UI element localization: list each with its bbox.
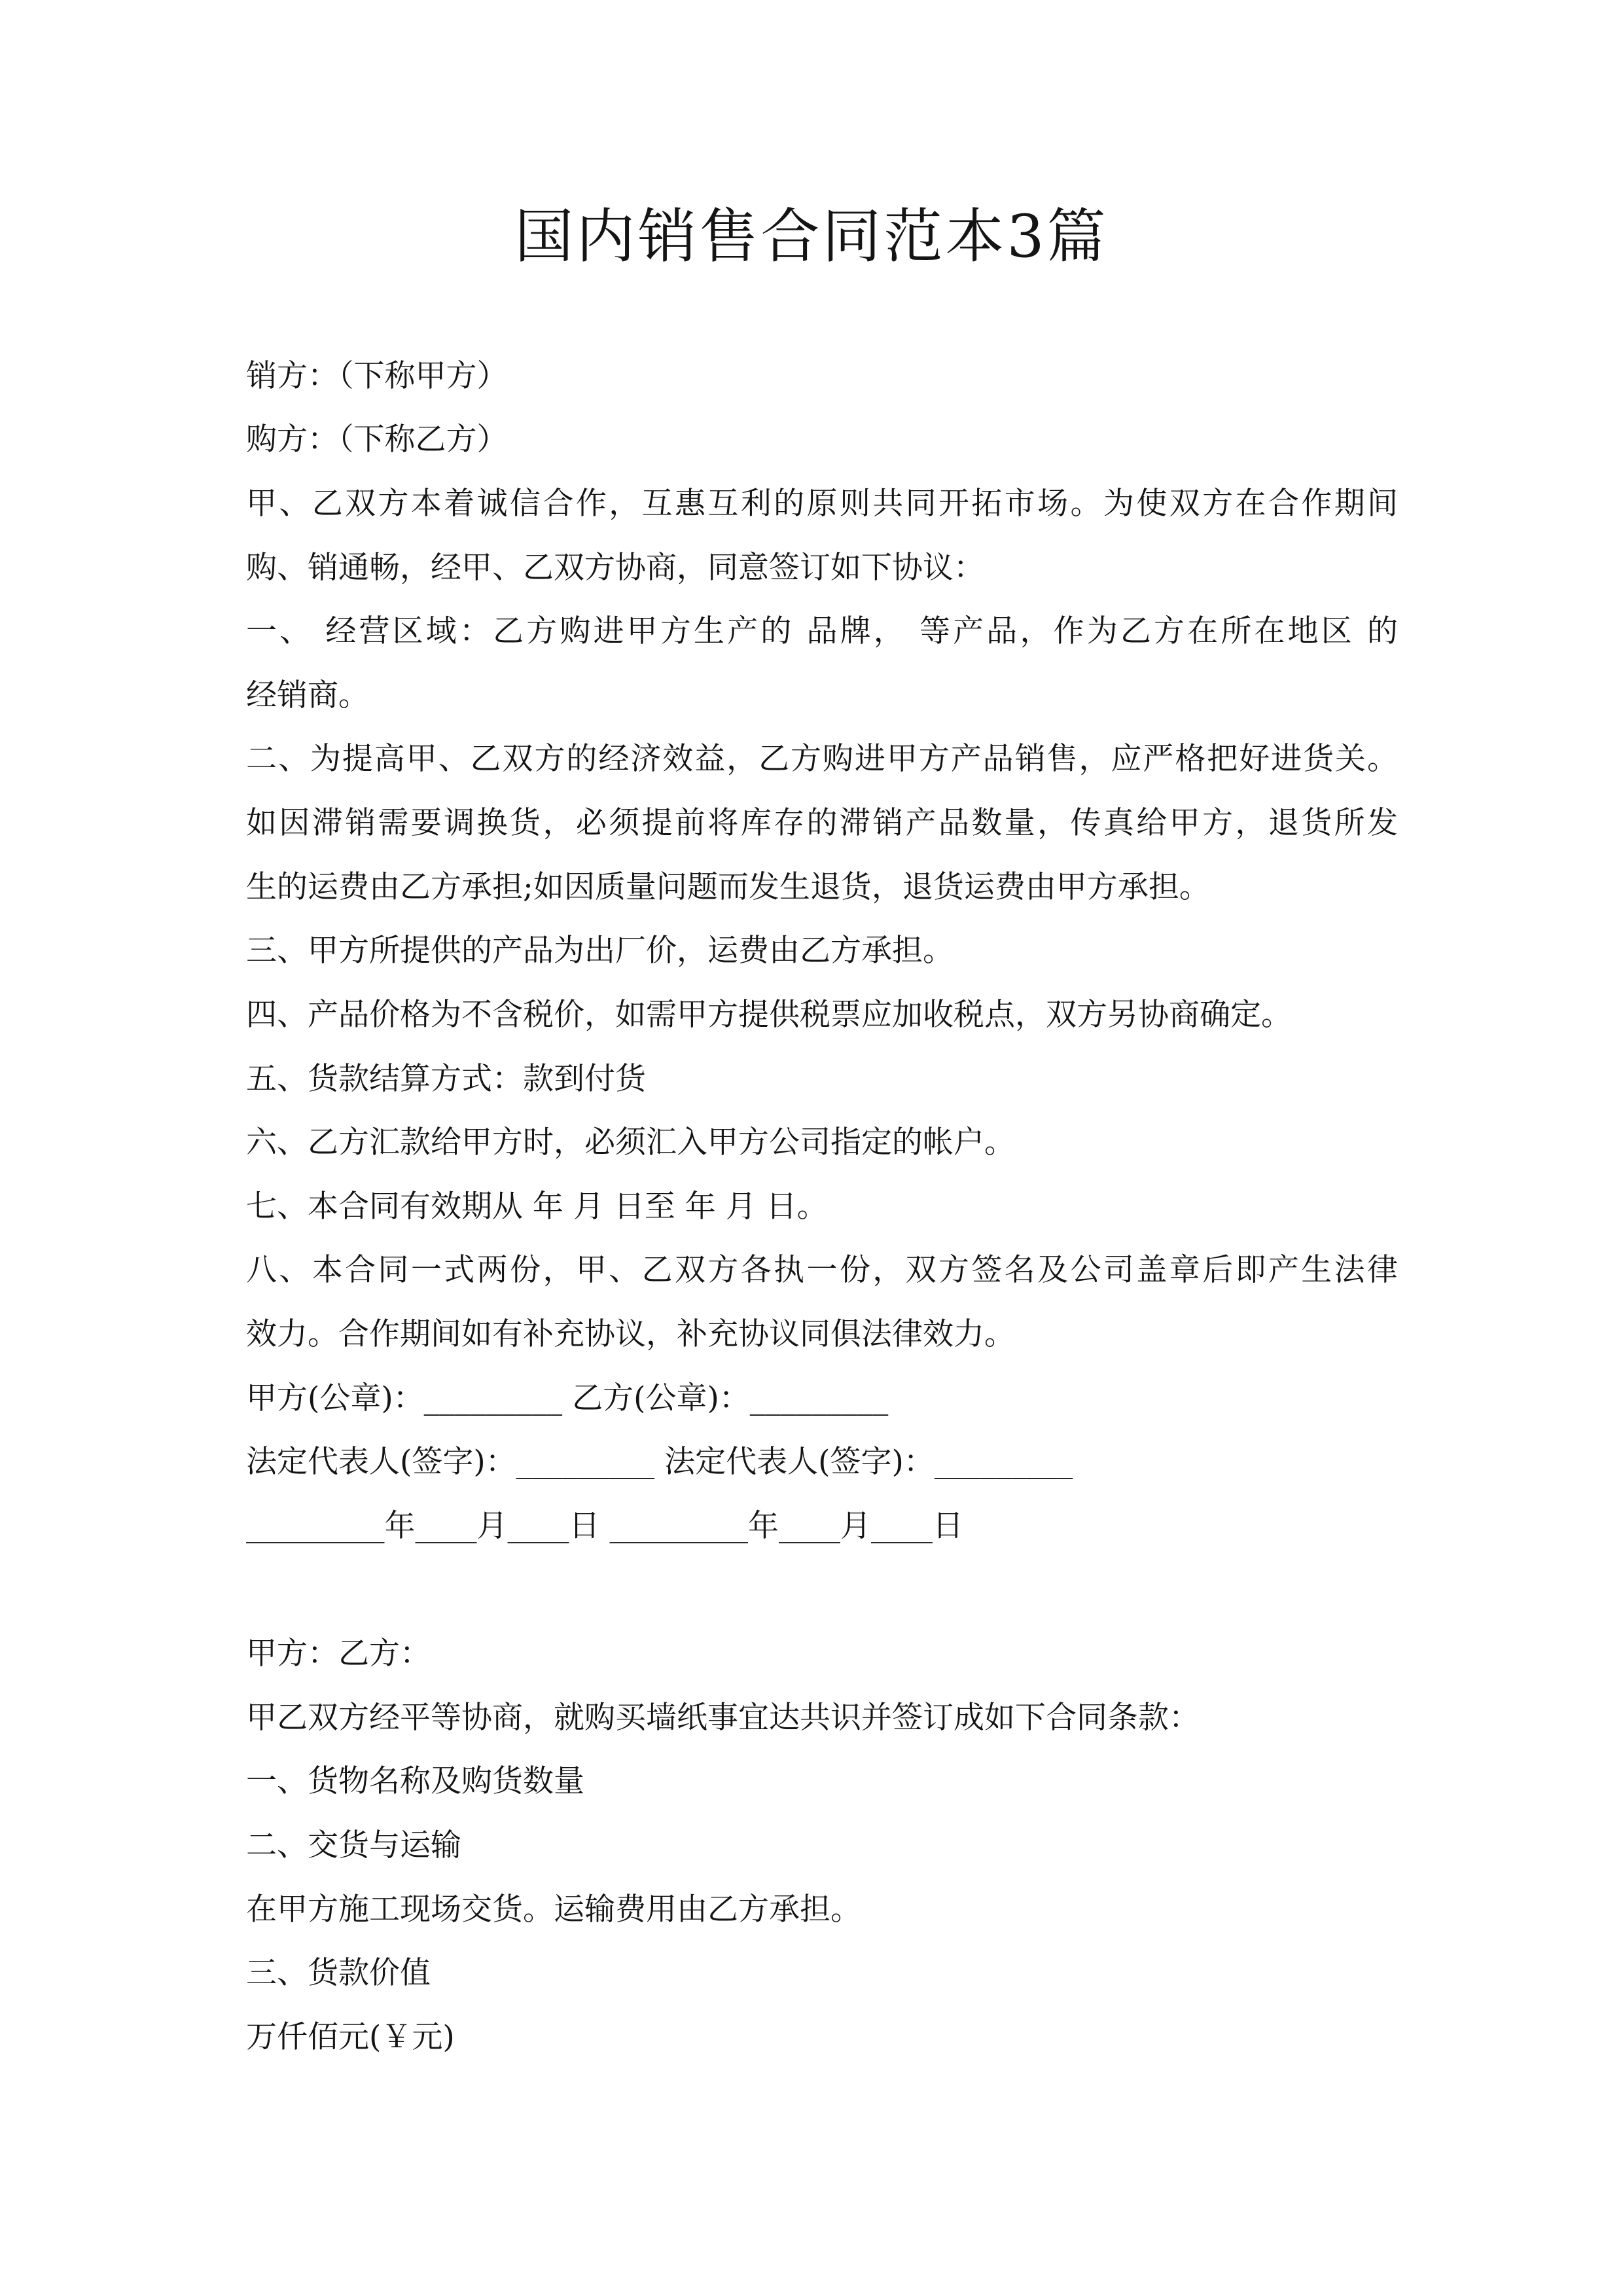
text-line-clause-2c: 生的运费由乙方承担;如因质量问题而发生退货，退货运费由甲方承担。 — [246, 869, 1210, 905]
text-line-clause-4: 四、产品价格为不含税价，如需甲方提供税票应加收税点，双方另协商确定。 — [246, 997, 1292, 1033]
text-line-seller: 销方：（下称甲方） — [246, 358, 508, 394]
text-line-date: _________年____月____日 _________年____月____日 — [246, 1508, 963, 1544]
text-line-section-1: 一、货物名称及购货数量 — [246, 1763, 584, 1799]
text-line-signature: 法定代表人(签字)：_________ 法定代表人(签字)：_________ — [246, 1444, 1073, 1480]
text-line-delivery: 在甲方施工现场交货。运输费用由乙方承担。 — [246, 1892, 861, 1928]
document-title: 国内销售合同范本3篇 — [514, 202, 1109, 271]
text-line-clause-1a: 一、 经营区域：乙方购进甲方生产的 品牌， 等产品，作为乙方在所在地区 的 — [246, 613, 1398, 649]
text-line-clause-3: 三、甲方所提供的产品为出厂价，运费由乙方承担。 — [246, 933, 954, 969]
text-line-section-3: 三、货款价值 — [246, 1955, 431, 1991]
text-line-seal: 甲方(公章)：_________ 乙方(公章)：_________ — [246, 1380, 889, 1416]
text-line-clause-8a: 八、本合同一式两份，甲、乙双方各执一份，双方签名及公司盖章后即产生法律 — [246, 1252, 1398, 1288]
text-line-clause-2a: 二、为提高甲、乙双方的经济效益，乙方购进甲方产品销售，应严格把好进货关。 — [246, 741, 1398, 777]
text-line-clause-1b: 经销商。 — [246, 677, 369, 713]
text-line-clause-6: 六、乙方汇款给甲方时，必须汇入甲方公司指定的帐户。 — [246, 1124, 1015, 1160]
text-line-clause-2b: 如因滞销需要调换货，必须提前将库存的滞销产品数量，传真给甲方，退货所发 — [246, 805, 1398, 841]
text-line-amount: 万仟佰元(￥元) — [246, 2019, 455, 2055]
text-line-intro-1: 甲、乙双方本着诚信合作，互惠互利的原则共同开拓市场。为使双方在合作期间 — [246, 486, 1398, 522]
text-line-parties: 甲方：乙方： — [246, 1636, 431, 1672]
text-line-intro-2: 购、销通畅，经甲、乙双方协商，同意签订如下协议： — [246, 550, 984, 586]
text-line-clause-7: 七、本合同有效期从 年 月 日至 年 月 日。 — [246, 1189, 828, 1225]
text-line-clause-5: 五、货款结算方式：款到付货 — [246, 1061, 646, 1097]
text-line-section-2: 二、交货与运输 — [246, 1827, 461, 1863]
text-line-clause-8b: 效力。合作期间如有补充协议，补充协议同俱法律效力。 — [246, 1316, 1015, 1352]
text-line-buyer: 购方：（下称乙方） — [246, 422, 508, 457]
text-line-intro-wallpaper: 甲乙双方经平等协商，就购买墙纸事宜达共识并签订成如下合同条款： — [246, 1700, 1200, 1736]
